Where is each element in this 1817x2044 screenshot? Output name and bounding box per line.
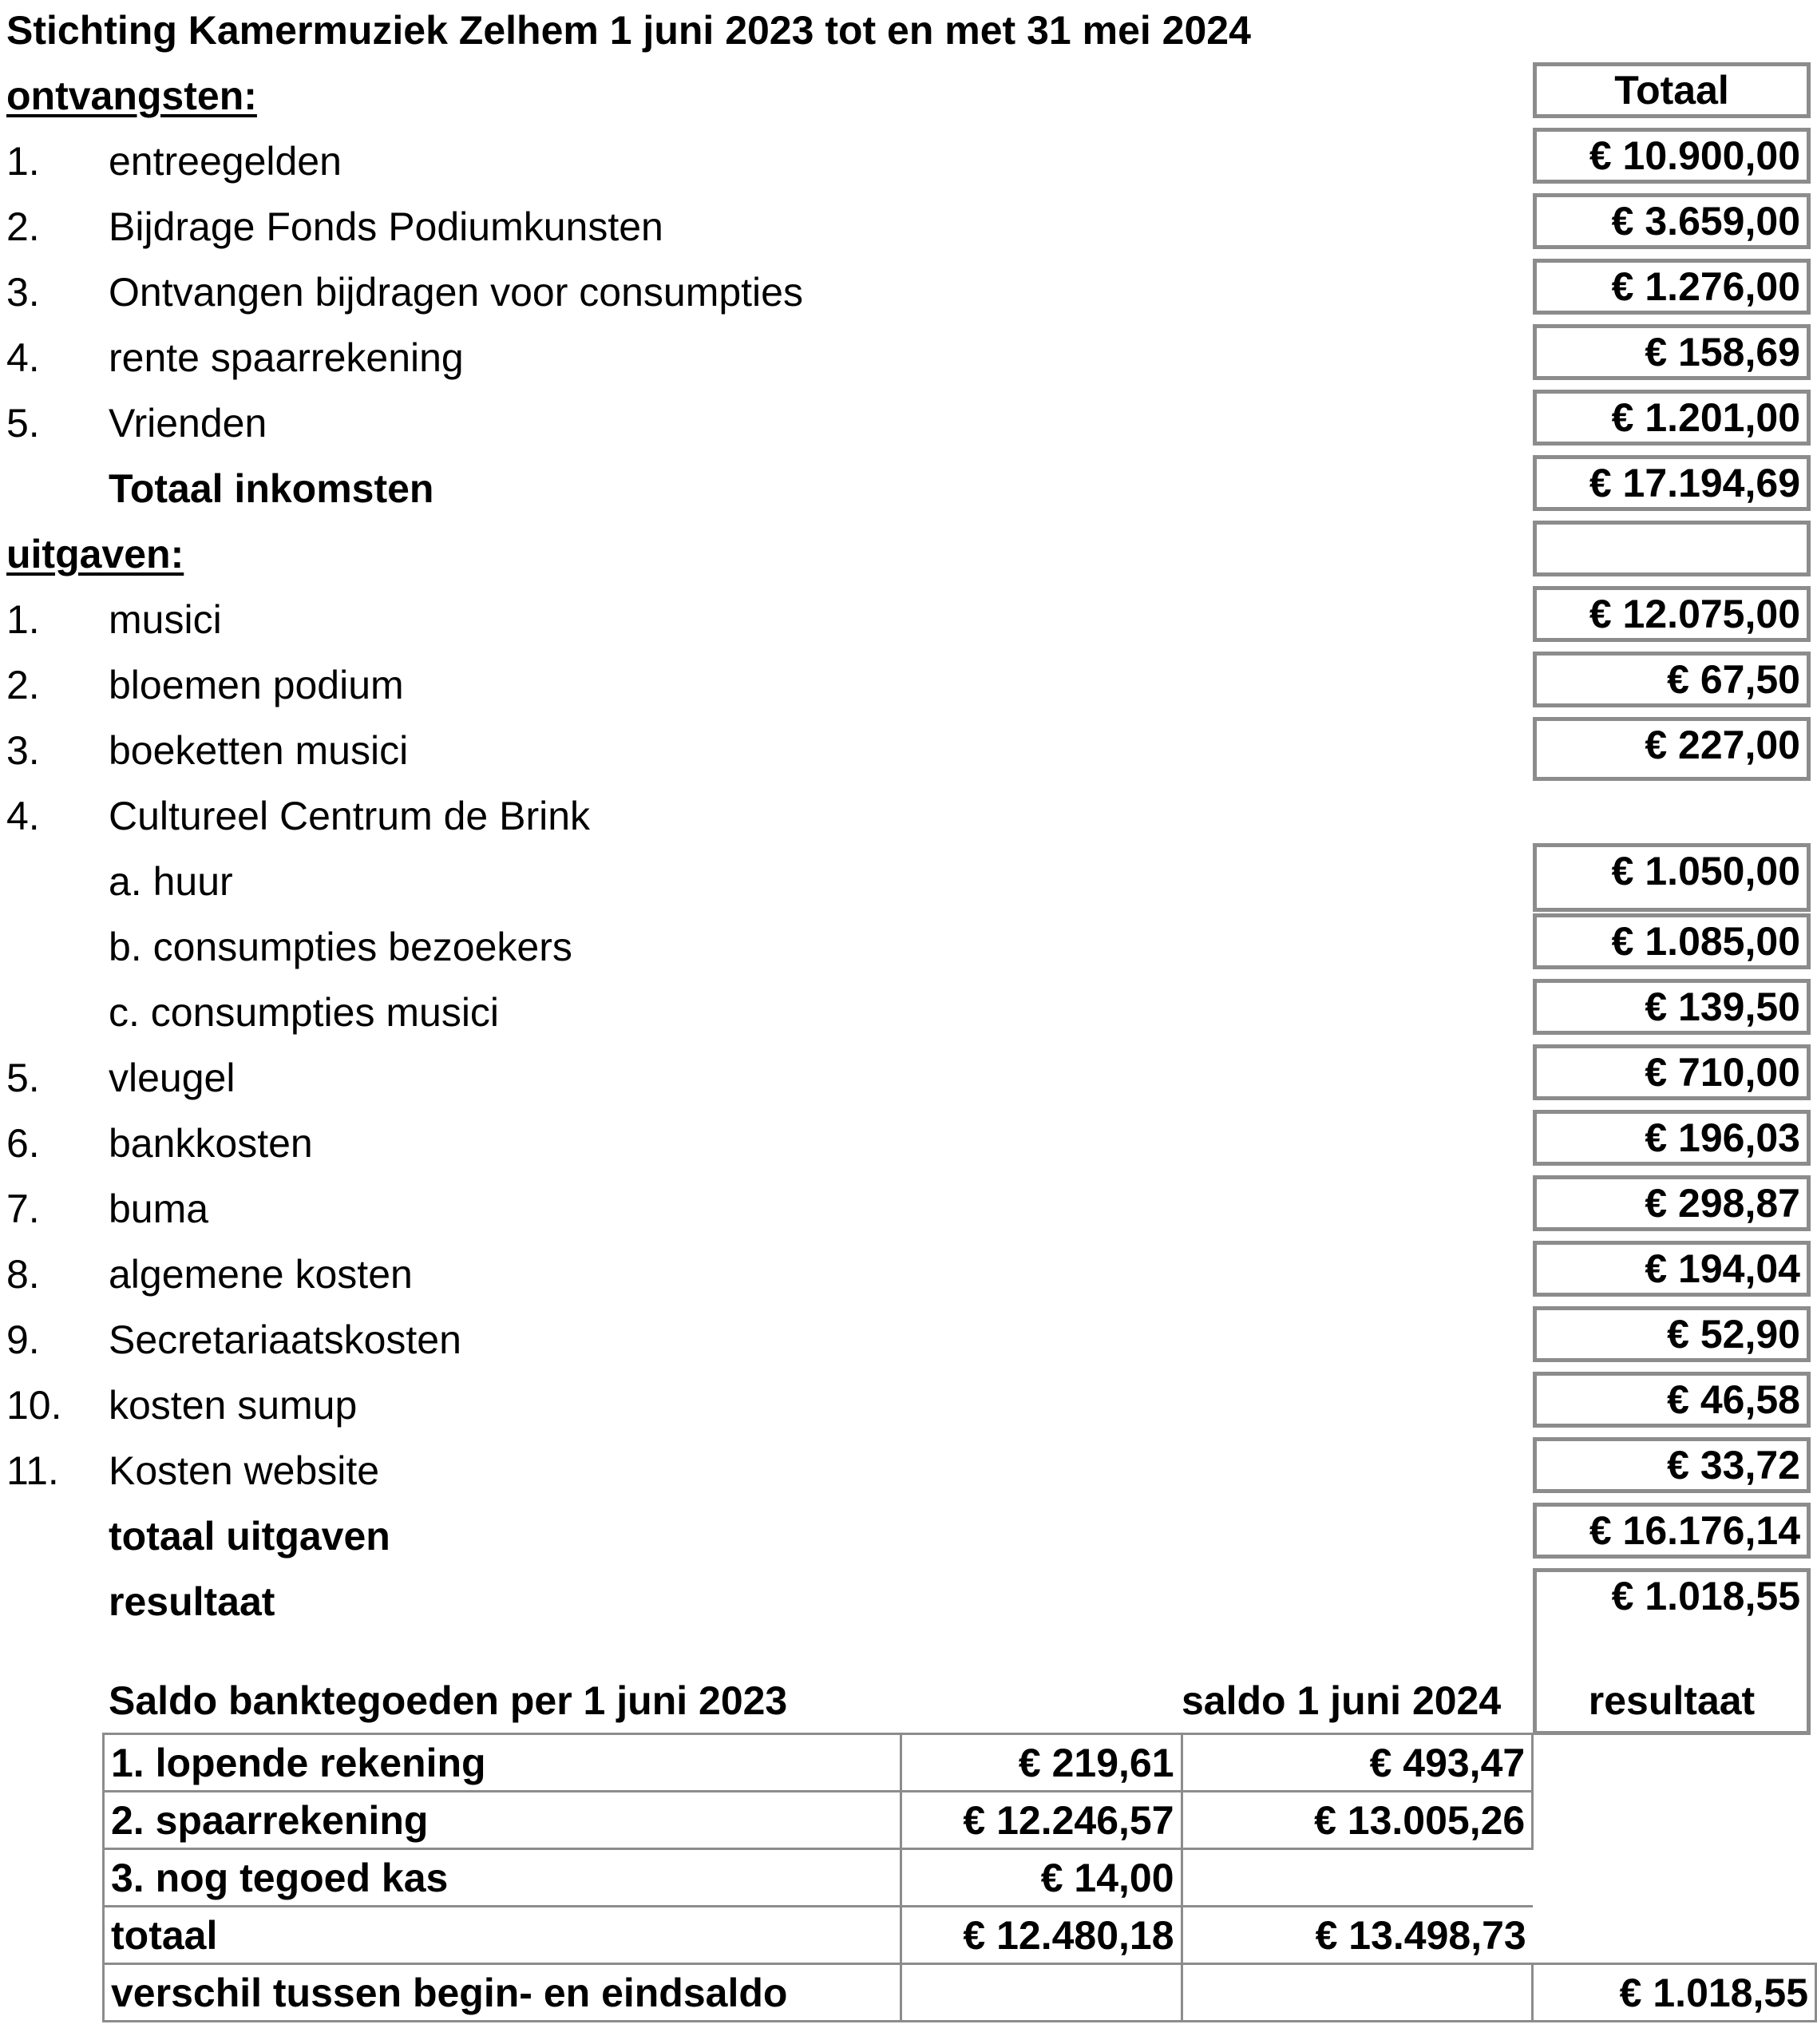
income-item-number: 5. bbox=[6, 401, 40, 446]
expense-item-label: vleugel bbox=[109, 1056, 236, 1100]
expense-item-amount: € 46,58 bbox=[1533, 1372, 1811, 1428]
expense-item-label: boeketten musici bbox=[109, 728, 409, 773]
income-item-number: 1. bbox=[6, 139, 40, 184]
balance-row-label: totaal bbox=[104, 1907, 901, 1964]
balance-row-result: € 1.018,55 bbox=[1533, 1964, 1816, 2022]
expense-item-number: 6. bbox=[6, 1121, 40, 1166]
expense-item-label: buma bbox=[109, 1186, 209, 1231]
expense-subitem-label: c. consumpties musici bbox=[109, 990, 500, 1035]
expense-item-label: Cultureel Centrum de Brink bbox=[109, 794, 591, 838]
income-item-number: 2. bbox=[6, 204, 40, 249]
balance-row-result bbox=[1533, 1734, 1816, 1792]
balance-row-end: € 13.498,73 bbox=[1182, 1907, 1533, 1964]
expense-item-label: Kosten website bbox=[109, 1448, 380, 1493]
balance-row-start bbox=[901, 1964, 1182, 2022]
expense-item-number: 3. bbox=[6, 728, 40, 773]
table-row bbox=[104, 1964, 1816, 2022]
balance-row-start: € 12.480,18 bbox=[901, 1907, 1182, 1964]
expense-item-number: 2. bbox=[6, 663, 40, 707]
expense-item-number: 7. bbox=[6, 1186, 40, 1231]
expense-item-amount: € 1.085,00 bbox=[1533, 913, 1811, 969]
balance-row-start: € 219,61 bbox=[901, 1734, 1182, 1792]
table-row bbox=[104, 1849, 1816, 1907]
empty-total-cell bbox=[1533, 521, 1811, 576]
income-item-number: 4. bbox=[6, 335, 40, 380]
balance-row-end: € 493,47 bbox=[1182, 1734, 1533, 1792]
table-row bbox=[104, 1907, 1816, 1964]
income-item-amount: € 3.659,00 bbox=[1533, 193, 1811, 249]
balance-row-start: € 12.246,57 bbox=[901, 1792, 1182, 1849]
balance-row-result bbox=[1533, 1907, 1816, 1964]
income-total-amount: € 17.194,69 bbox=[1533, 455, 1811, 511]
expense-item-amount: € 67,50 bbox=[1533, 652, 1811, 707]
income-item-label: entreegelden bbox=[109, 139, 342, 184]
income-item-number: 3. bbox=[6, 270, 40, 315]
total-column-header: Totaal bbox=[1533, 62, 1811, 118]
expense-item-number: 11. bbox=[6, 1448, 59, 1493]
expense-item-label: Secretariaatskosten bbox=[109, 1317, 461, 1362]
balance-row-label: 1. lopende rekening bbox=[104, 1734, 901, 1792]
expenses-total-label: totaal uitgaven bbox=[109, 1514, 390, 1559]
expense-item-number: 10. bbox=[6, 1383, 62, 1428]
income-item-amount: € 10.900,00 bbox=[1533, 128, 1811, 184]
balance-row-end bbox=[1182, 1964, 1533, 2022]
expense-item-amount: € 298,87 bbox=[1533, 1175, 1811, 1231]
balance-row-label: 2. spaarrekening bbox=[104, 1792, 901, 1849]
balance-start-heading: Saldo banktegoeden per 1 juni 2023 bbox=[109, 1678, 788, 1723]
expense-item-amount: € 33,72 bbox=[1533, 1437, 1811, 1493]
table-row bbox=[104, 1792, 1816, 1849]
balance-table bbox=[102, 1733, 1817, 2022]
income-item-label: rente spaarrekening bbox=[109, 335, 464, 380]
income-item-amount: € 158,69 bbox=[1533, 324, 1811, 380]
expense-item-amount: € 196,03 bbox=[1533, 1110, 1811, 1166]
balance-row-result bbox=[1533, 1792, 1816, 1849]
expense-item-amount: € 139,50 bbox=[1533, 979, 1811, 1035]
table-row bbox=[104, 1734, 1816, 1792]
result-label: resultaat bbox=[109, 1579, 275, 1624]
income-item-amount: € 1.276,00 bbox=[1533, 259, 1811, 315]
balance-result-heading: resultaat bbox=[1533, 1677, 1811, 1735]
income-item-label: Ontvangen bijdragen voor consumpties bbox=[109, 270, 803, 315]
expense-item-label: musici bbox=[109, 597, 222, 642]
income-heading: ontvangsten: bbox=[6, 73, 257, 118]
expense-subitem-label: b. consumpties bezoekers bbox=[109, 925, 572, 969]
expense-item-number: 9. bbox=[6, 1317, 40, 1362]
document-title: Stichting Kamermuziek Zelhem 1 juni 2023 tot en met 31 mei 2024 bbox=[6, 8, 1251, 53]
expense-item-number: 1. bbox=[6, 597, 40, 642]
result-amount: € 1.018,55 bbox=[1533, 1568, 1811, 1733]
expense-item-label: bankkosten bbox=[109, 1121, 313, 1166]
balance-row-label: 3. nog tegoed kas bbox=[104, 1849, 901, 1907]
income-item-amount: € 1.201,00 bbox=[1533, 390, 1811, 446]
expense-item-label: bloemen podium bbox=[109, 663, 404, 707]
expenses-heading: uitgaven: bbox=[6, 532, 184, 576]
expense-item-amount: € 12.075,00 bbox=[1533, 586, 1811, 642]
income-total-label: Totaal inkomsten bbox=[109, 466, 434, 511]
balance-row-end bbox=[1182, 1849, 1533, 1907]
balance-row-start: € 14,00 bbox=[901, 1849, 1182, 1907]
expense-item-amount: € 194,04 bbox=[1533, 1241, 1811, 1297]
expense-subitem-label: a. huur bbox=[109, 859, 233, 904]
expense-item-amount: € 52,90 bbox=[1533, 1306, 1811, 1362]
income-item-label: Vrienden bbox=[109, 401, 267, 446]
expense-item-amount: € 1.050,00 bbox=[1533, 843, 1811, 912]
expense-item-label: algemene kosten bbox=[109, 1252, 413, 1297]
expense-item-amount: € 710,00 bbox=[1533, 1044, 1811, 1100]
expense-item-label: kosten sumup bbox=[109, 1383, 358, 1428]
expense-item-number: 8. bbox=[6, 1252, 40, 1297]
expense-item-amount: € 227,00 bbox=[1533, 717, 1811, 781]
expenses-total-amount: € 16.176,14 bbox=[1533, 1503, 1811, 1559]
income-item-label: Bijdrage Fonds Podiumkunsten bbox=[109, 204, 663, 249]
expense-item-number: 5. bbox=[6, 1056, 40, 1100]
balance-row-label: verschil tussen begin- en eindsaldo bbox=[104, 1964, 901, 2022]
balance-row-result bbox=[1533, 1849, 1816, 1907]
balance-row-end: € 13.005,26 bbox=[1182, 1792, 1533, 1849]
expense-item-number: 4. bbox=[6, 794, 40, 838]
balance-end-heading: saldo 1 juni 2024 bbox=[1182, 1678, 1502, 1723]
